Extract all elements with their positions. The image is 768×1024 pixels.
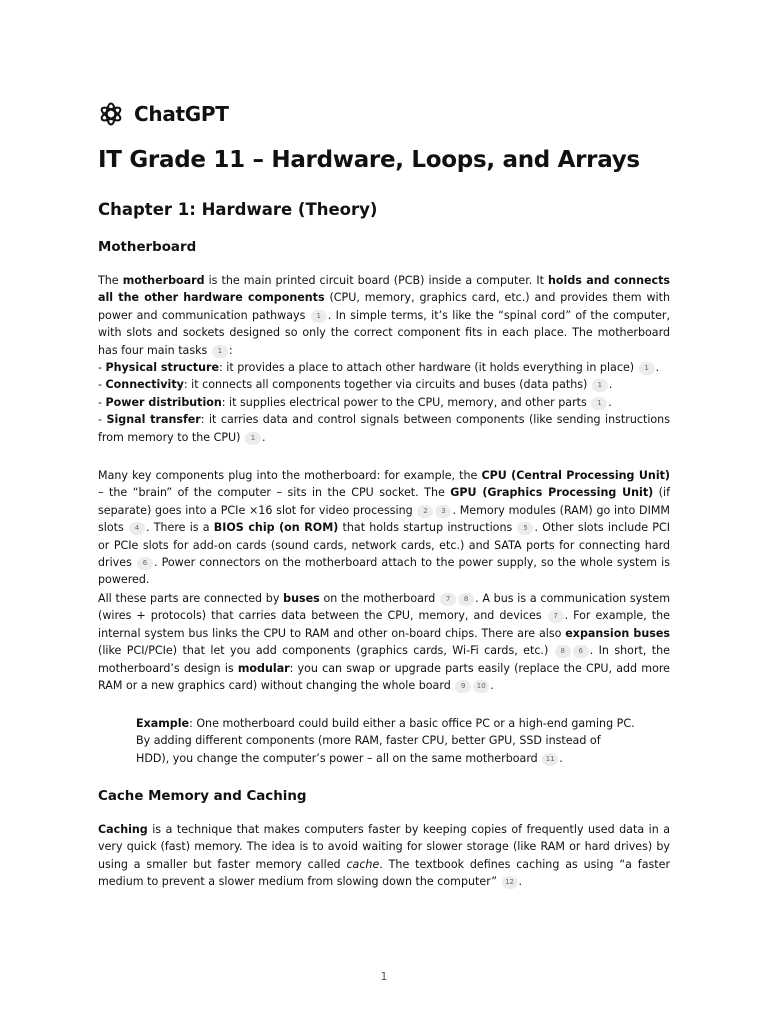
paragraph-motherboard-intro: The motherboard is the main printed circuit board (PCB) inside a computer. It holds and connects all the other hardware components (CPU, memory, graphics card, etc.) and provides them with power and communication pathways 1 . In simple terms, it’s like the “spinal cord” of the computer, with slots and sockets designed so only the correct component fits in each place. The motherboard has four main tasks 1 : - Physical structure: it provides a place to attach other hardware (it holds everything in place) 1 . - Connectivity: it connects all components together via circuits and buses (data paths) 1 . - Power distribution: it supplies electrical power to the CPU, memory, and other parts 1 . - Signal transfer: it carries data and control signals between components (like sending instructions from memory to the CPU) 1 . [98, 274, 671, 444]
paragraph-components: Many key components plug into the motherboard: for example, the CPU (Central Processing Unit) – the “brain” of the computer – sits in the CPU socket. The GPU (Graphics Processing Unit) (if separate) goes into a PCIe ×16 slot for video processing 2 3 . Memory modules (RAM) go into DIMM slots 4 . There is a BIOS chip (on ROM) that holds startup instructions 5 . Other slots include PCI or PCIe slots for add-on cards (sound cards, network cards, etc.) and SATA ports for connecting hard drives 6 . Power connectors on the motherboard attach to the power supply, so the whole system is powered. [98, 469, 671, 587]
bold-text: Example [136, 717, 190, 730]
brand-header [98, 99, 229, 129]
citation-badge: 11 [542, 753, 558, 766]
italic-text: cache [346, 857, 380, 871]
citation-badge: 12 [502, 876, 518, 889]
citation-badge: 10 [473, 680, 489, 693]
example-blockquote: Example: One motherboard could build either a basic office PC or a high-end gaming PC. By adding different components (more RAM, faster CPU, better GPU, SSD instead of HDD), you change the computer’s power – all on the same motherboard 11 . [136, 717, 635, 765]
chapter-heading: Chapter 1: Hardware (Theory) [98, 200, 378, 219]
openai-logo-icon [98, 101, 124, 127]
citation-badge: 4 [129, 522, 145, 535]
bold-text: BIOS chip (on ROM) [213, 521, 339, 535]
document-title: IT Grade 11 – Hardware, Loops, and Arrays [98, 147, 640, 173]
bold-text: Power distribution [105, 395, 222, 409]
bold-text: Connectivity [105, 378, 184, 392]
bold-text: holds and connects all the other hardware components [98, 274, 671, 305]
bold-text: GPU (Graphics Processing Unit) [450, 486, 654, 500]
citation-badge: 6 [573, 645, 589, 658]
citation-badge: 1 [212, 345, 228, 358]
section-heading-motherboard: Motherboard [98, 240, 197, 255]
bold-text: Physical structure [105, 361, 219, 375]
bold-text: motherboard [122, 274, 205, 287]
citation-badge: 1 [245, 432, 261, 445]
bold-text: modular [237, 661, 290, 675]
citation-badge: 7 [548, 610, 564, 623]
citation-badge: 3 [435, 505, 451, 518]
bold-text: expansion buses [565, 626, 670, 640]
citation-badge: 2 [417, 505, 433, 518]
citation-badge: 1 [591, 397, 607, 410]
section-heading-cache: Cache Memory and Caching [98, 789, 307, 804]
citation-badge: 9 [455, 680, 471, 693]
paragraph-caching: Caching is a technique that makes computers faster by keeping copies of frequently used data in a very quick (fast) memory. The idea is to avoid waiting for slower storage (like RAM or hard drives) by using a smaller but faster memory called cache. The textbook defines caching as using “a faster medium to prevent a slower medium from slowing down the computer” 12 . [98, 823, 671, 889]
citation-badge: 8 [555, 645, 571, 658]
bold-text: buses [283, 592, 320, 605]
paragraph-buses: All these parts are connected by buses on the motherboard 7 8 . A bus is a communication system (wires + protocols) that carries data between the CPU, memory, and devices 7 . For example, the internal system bus links the CPU to RAM and other on-board chips. There are also expansion buses (like PCI/PCIe) that let you add components (graphics cards, Wi-Fi cards, etc.) 8 6 . In short, the motherboard’s design is modular: you can swap or upgrade parts easily (replace the CPU, add more RAM or a new graphics card) without changing the whole board 9 10 . [98, 592, 671, 693]
page-number: 1 [380, 970, 388, 983]
citation-badge: 1 [311, 310, 327, 323]
citation-badge: 1 [592, 379, 608, 392]
citation-badge: 7 [440, 593, 456, 606]
bold-text: Signal transfer [106, 413, 201, 427]
brand-name: ChatGPT [134, 102, 229, 126]
citation-badge: 6 [137, 557, 153, 570]
citation-badge: 5 [517, 522, 533, 535]
bold-text: Caching [98, 823, 148, 836]
citation-badge: 1 [639, 362, 655, 375]
citation-badge: 8 [458, 593, 474, 606]
bold-text: CPU (Central Processing Unit) [481, 469, 670, 482]
